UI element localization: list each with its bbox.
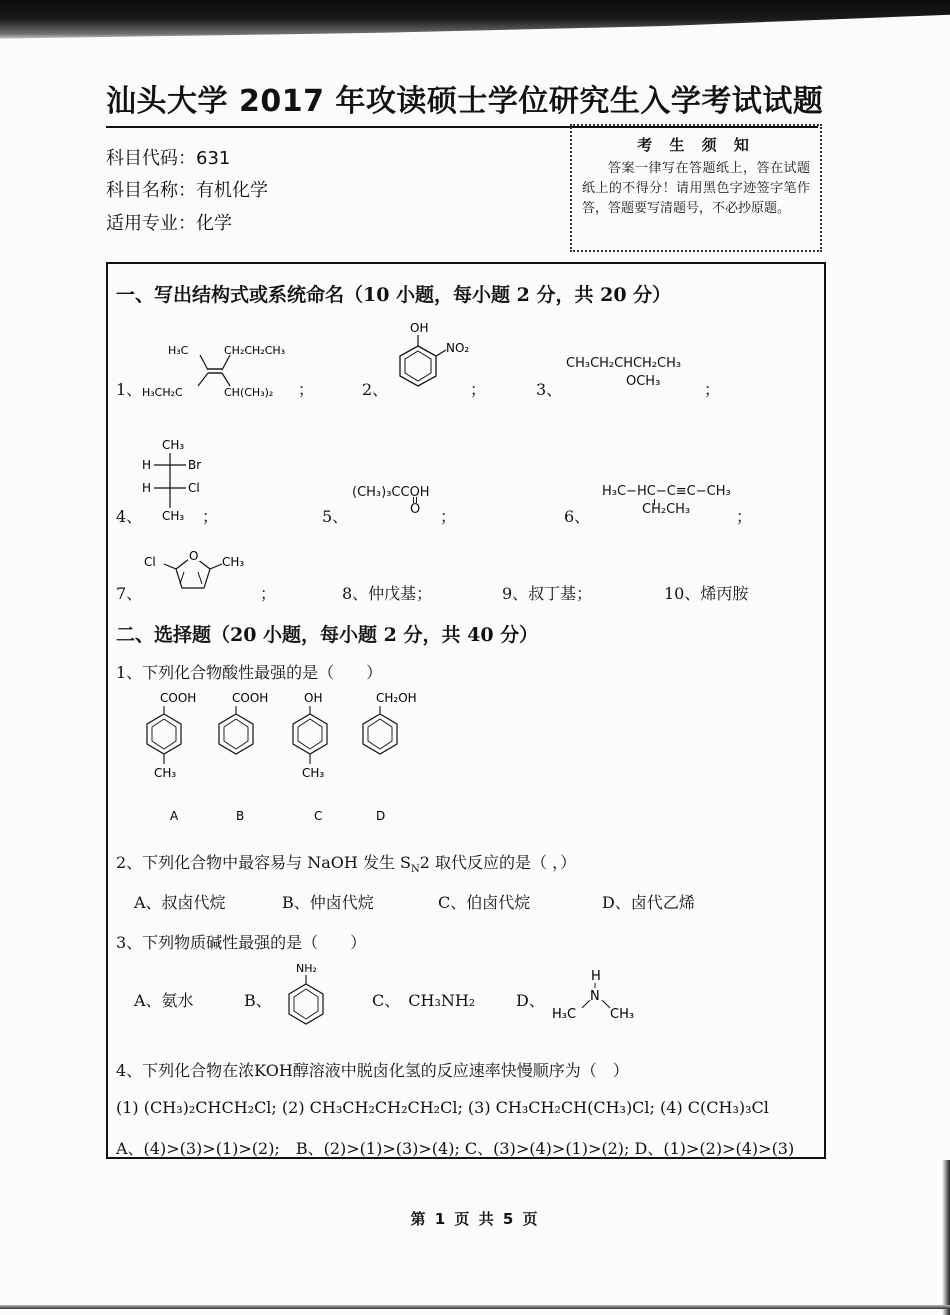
s1-semi-7: ；	[260, 584, 277, 603]
s1-semi-6: ；	[736, 507, 753, 526]
s2-oh: OH	[410, 321, 429, 335]
s1-number-4: 4、	[116, 507, 143, 526]
page-title: 汕头大学 2017 年攻读硕士学位研究生入学考试试题	[106, 80, 818, 128]
s1-semi-2: ；	[470, 380, 487, 399]
q3-amine-left: H₃C	[552, 1007, 577, 1022]
s4-h2: H	[142, 481, 152, 495]
mc-q3-stem: 3、下列物质碱性最强的是（ ）	[116, 933, 367, 952]
notice-text: 答案一律写在答题纸上，答在试题纸上的不得分！请用黑色字迹签字笔作答，答题要写清题号，不必抄原题。	[582, 161, 810, 216]
mc-q3-option-c: C、 CH₃NH₂	[372, 991, 476, 1010]
s1-semi-1: ；	[298, 380, 315, 399]
subject-code: 科目代码：631	[106, 148, 231, 169]
q1-b-cooh: COOH	[232, 692, 269, 705]
q10-allylamine: 10、烯丙胺	[664, 584, 749, 603]
s1-number-6: 6、	[564, 507, 591, 526]
s1-number-3: 3、	[536, 380, 563, 399]
q1-a-ch3: CH₃	[154, 766, 177, 780]
s5-main: (CH₃)₃CCOH	[352, 485, 430, 500]
mc-q3-dimethylamine	[548, 964, 658, 1024]
s5-o: O	[410, 502, 421, 517]
q1-d-ch2oh: CH₂OH	[376, 692, 417, 705]
mc-q2-option-b: B、仲卤代烷	[282, 893, 374, 912]
q3-nh2: NH₂	[296, 962, 317, 975]
mc-q2-option-d: D、卤代乙烯	[602, 893, 695, 912]
s1-r1: CH₂CH₂CH₃	[224, 344, 286, 357]
s6-sub: CH₂CH₃	[642, 502, 691, 517]
q3-amine-n: N	[590, 989, 600, 1004]
q9-tert-butyl: 9、叔丁基；	[502, 584, 593, 603]
page-footer: 第 1 页 共 5 页	[410, 1210, 540, 1228]
q3-amine-h: H	[591, 969, 601, 984]
section1-heading: 一、写出结构式或系统命名（10 小题，每小题 2 分，共 20 分）	[116, 284, 672, 306]
s3-main: CH₃CH₂CHCH₂CH₃	[566, 356, 682, 371]
mc-q2-stem-a: 2、下列化合物中最容易与 NaOH 发生 S	[116, 853, 412, 872]
structure-1-alkene	[138, 338, 318, 400]
s1-semi-4: ；	[202, 507, 219, 526]
q1-c-oh: OH	[304, 692, 323, 705]
s1-number-2: 2、	[362, 380, 389, 399]
mc-q1-structures	[144, 692, 444, 832]
s4-br: Br	[188, 458, 202, 472]
q1-option-c: C	[314, 809, 323, 823]
mc-q4-stem: 4、下列化合物在浓KOH醇溶液中脱卤化氢的反应速率快慢顺序为（ ）	[116, 1061, 629, 1080]
s4-top: CH₃	[162, 438, 185, 452]
s1-number-7: 7、	[116, 584, 143, 603]
subject-name: 科目名称：有机化学	[106, 180, 268, 201]
q1-option-b: B	[236, 809, 245, 823]
q1-a-cooh: COOH	[160, 692, 197, 705]
question-frame	[106, 262, 826, 1159]
scan-shadow-top	[0, 0, 950, 42]
s1-semi-3: ；	[704, 380, 721, 399]
notice-title: 考 生 须 知	[637, 136, 755, 154]
q8-sec-pentyl: 8、仲戊基；	[342, 584, 433, 603]
s3-sub: OCH₃	[626, 374, 661, 389]
s1-r2: CH(CH₃)₂	[224, 386, 274, 399]
q3-amine-right: CH₃	[610, 1007, 635, 1022]
scan-shadow-bottom	[0, 1305, 950, 1309]
mc-q4-options: A、(4)>(3)>(1)>(2); B、(2)>(1)>(3)>(4); C、(3)>(4)>(1)>(2); D、(1)>(2)>(4)>(3)	[116, 1139, 795, 1158]
mc-q2-stem-b: 2 取代反应的是（ ，）	[419, 853, 577, 872]
mc-q2-stem	[116, 850, 576, 875]
s4-bottom: CH₃	[162, 509, 185, 523]
s1-number-1: 1、	[116, 380, 143, 399]
structure-7-furan	[138, 544, 248, 604]
s4-h1: H	[142, 458, 152, 472]
mc-q3-option-a: A、氨水	[134, 991, 194, 1010]
mc-q1-stem: 1、下列化合物酸性最强的是（ ）	[116, 663, 383, 682]
s1-h3c: H₃C	[168, 344, 189, 357]
s7-ch3: CH₃	[222, 555, 245, 569]
mc-q2-option-c: C、伯卤代烷	[438, 893, 531, 912]
s1-semi-5: ；	[440, 507, 457, 526]
mc-q3-option-b: B、	[244, 991, 272, 1010]
s1-number-5: 5、	[322, 507, 349, 526]
q1-c-ch3: CH₃	[302, 766, 325, 780]
mc-q2-sub: N	[411, 864, 420, 876]
s1-l2: H₃CH₂C	[142, 386, 183, 399]
q1-option-d: D	[376, 809, 386, 823]
section2-heading: 二、选择题（20 小题，每小题 2 分，共 40 分）	[116, 624, 539, 646]
mc-q3-option-d: D、	[516, 991, 545, 1010]
s2-no2: NO₂	[446, 341, 470, 355]
s7-cl: Cl	[144, 555, 156, 569]
q1-option-a: A	[170, 809, 179, 823]
mc-q3-aniline	[278, 960, 338, 1040]
s4-cl: Cl	[188, 481, 200, 495]
scan-shadow-right	[942, 1160, 950, 1315]
s7-o: O	[189, 549, 199, 563]
mc-q4-compounds: (1) (CH₃)₂CHCH₂Cl; (2) CH₃CH₂CH₂CH₂Cl; (3) CH₃CH₂CH(CH₃)Cl; (4) C(CH₃)₃Cl	[116, 1098, 769, 1117]
candidate-notice	[570, 124, 822, 252]
mc-q2-option-a: A、叔卤代烷	[134, 893, 226, 912]
s6-main: H₃C−HC−C≡C−CH₃	[602, 484, 731, 499]
subject-major: 适用专业：化学	[106, 213, 232, 234]
